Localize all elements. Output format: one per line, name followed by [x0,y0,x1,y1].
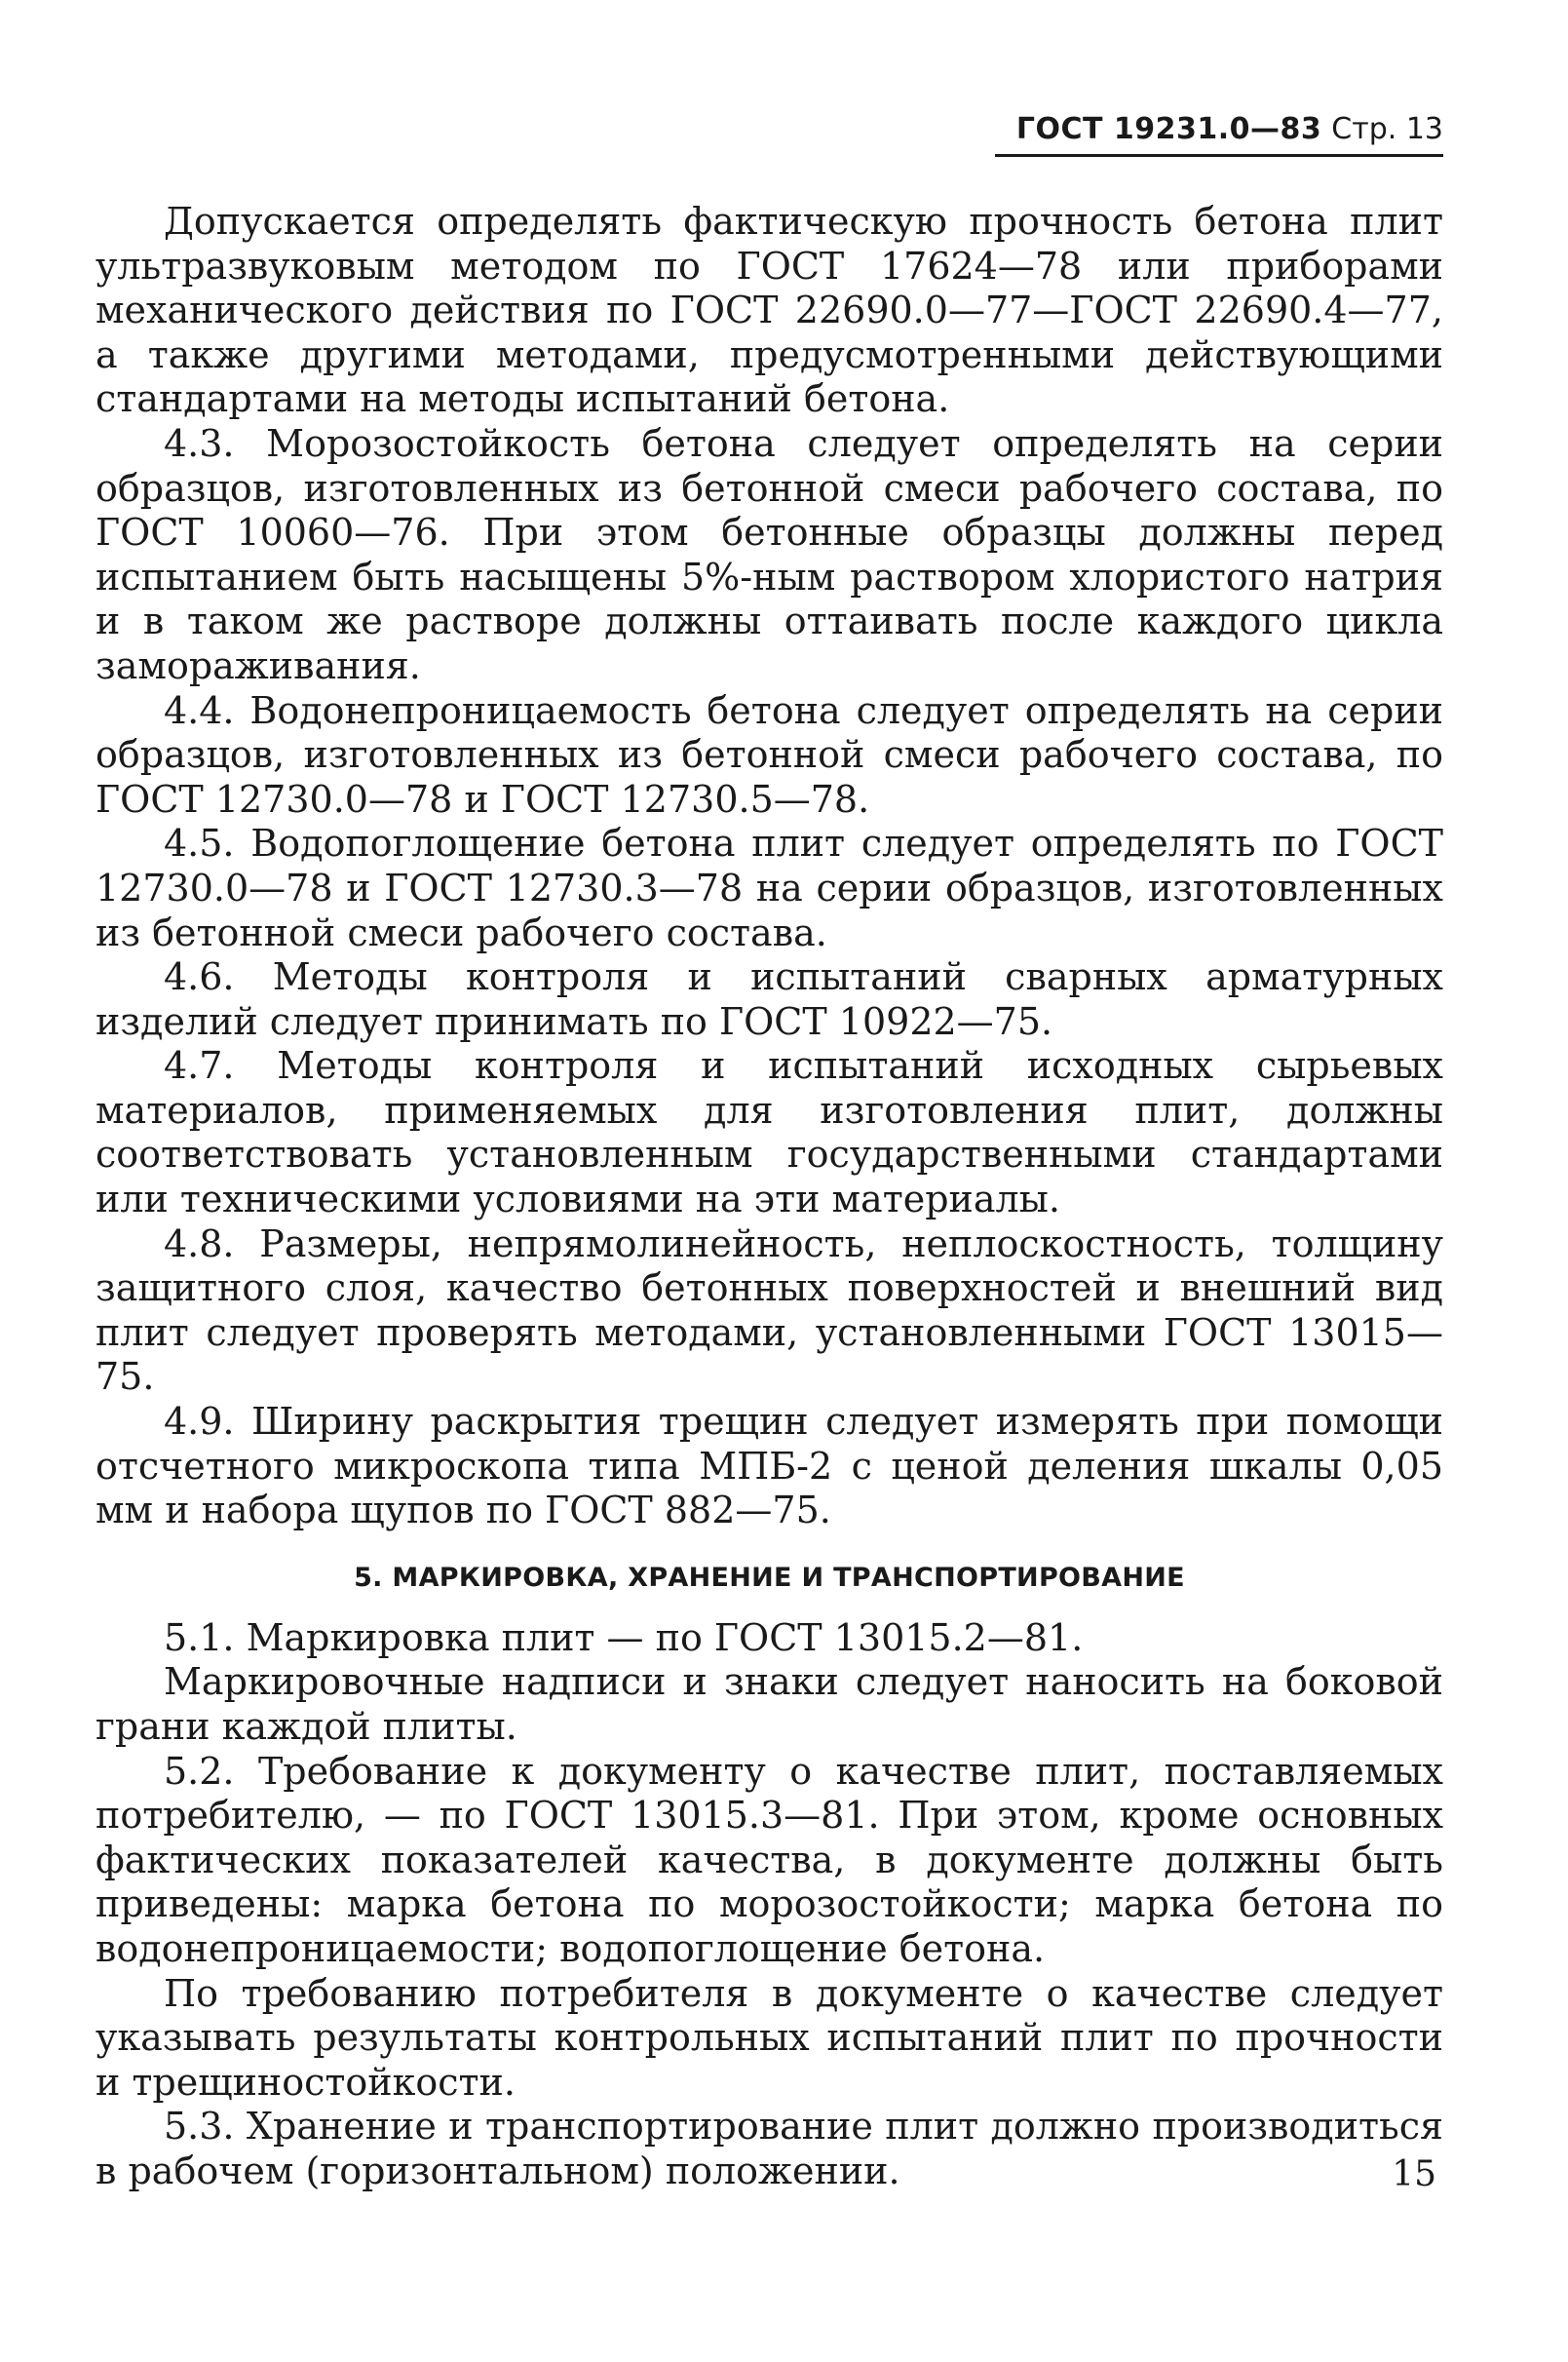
paragraph-4-5: 4.5. Водопоглощение бетона плит следует определять по ГОСТ 12730.0—78 и ГОСТ 12730.3—78 на серии образцов, изготовленных из бетонной смеси рабочего состава. [96,822,1443,954]
document-code: ГОСТ 19231.0—83 [1015,112,1322,146]
document-body [96,200,1443,2194]
paragraph-4-7: 4.7. Методы контроля и испытаний исходных сырьевых материалов, применяемых для изготовления плит, должны соответствовать установленным государственными стандартами или техническими условиями на эти материалы. [96,1044,1443,1221]
paragraph-4-8: 4.8. Размеры, непрямолинейность, неплоскостность, толщину защитного слоя, качество бетонных поверхностей и внешний вид плит следует проверять методами, установленными ГОСТ 13015—75. [96,1221,1443,1399]
paragraph-5-2: 5.2. Требование к документу о качестве плит, поставляемых потребителю, — по ГОСТ 13015.3—81. При этом, кроме основных фактических показателей качества, в документе должны быть приведены: марка бетона по морозостойкости; марка бетона по водонепроницаемости; водопоглощение бетона. [96,1749,1443,1970]
section-heading: 5. МАРКИРОВКА, ХРАНЕНИЕ И ТРАНСПОРТИРОВАНИЕ [354,1562,1185,1593]
paragraph-4-6: 4.6. Методы контроля и испытаний сварных арматурных изделий следует принимать по ГОСТ 10922—75. [96,955,1443,1043]
paragraph-strength-methods: Допускается определять фактическую прочность бетона плит ультразвуковым методом по ГОСТ 17624—78 или приборами механического действия по ГОСТ 22690.0—77—ГОСТ 22690.4—77, а также другими методами, предусмотренными действующими стандартами на методы испытаний бетона. [96,200,1443,421]
page-header [995,112,1443,157]
paragraph-5-1: 5.1. Маркировка плит — по ГОСТ 13015.2—81. [164,1615,1084,1659]
page-number: 15 [1392,2154,1436,2194]
paragraph-5-3: 5.3. Хранение и транспортирование плит должно производиться в рабочем (горизонтальном) положении. [96,2105,1443,2192]
paragraph-4-4: 4.4. Водонепроницаемость бетона следует определять на серии образцов, изготовленных из бетонной смеси рабочего состава, по ГОСТ 12730.0—78 и ГОСТ 12730.5—78. [96,688,1443,821]
paragraph-consumer-request: По требованию потребителя в документе о качестве следует указывать результаты контрольных испытаний плит по прочности и трещиностойкости. [96,1971,1443,2104]
paragraph-4-3: 4.3. Морозостойкость бетона следует определять на серии образцов, изготовленных из бетонной смеси рабочего состава, по ГОСТ 10060—76. При этом бетонные образцы должны перед испытанием быть насыщены 5%-ным раствором хлористого натрия и в таком же растворе должны оттаивать после каждого цикла замораживания. [96,421,1443,687]
paragraph-marking-signs: Маркировочные надписи и знаки следует наносить на боковой грани каждой плиты. [96,1660,1443,1748]
paragraph-4-9: 4.9. Ширину раскрытия трещин следует измерять при помощи отсчетного микроскопа типа МПБ-2 с ценой деления шкалы 0,05 мм и набора щупов по ГОСТ 882—75. [96,1400,1443,1532]
page-label: Стр. 13 [1331,112,1443,146]
